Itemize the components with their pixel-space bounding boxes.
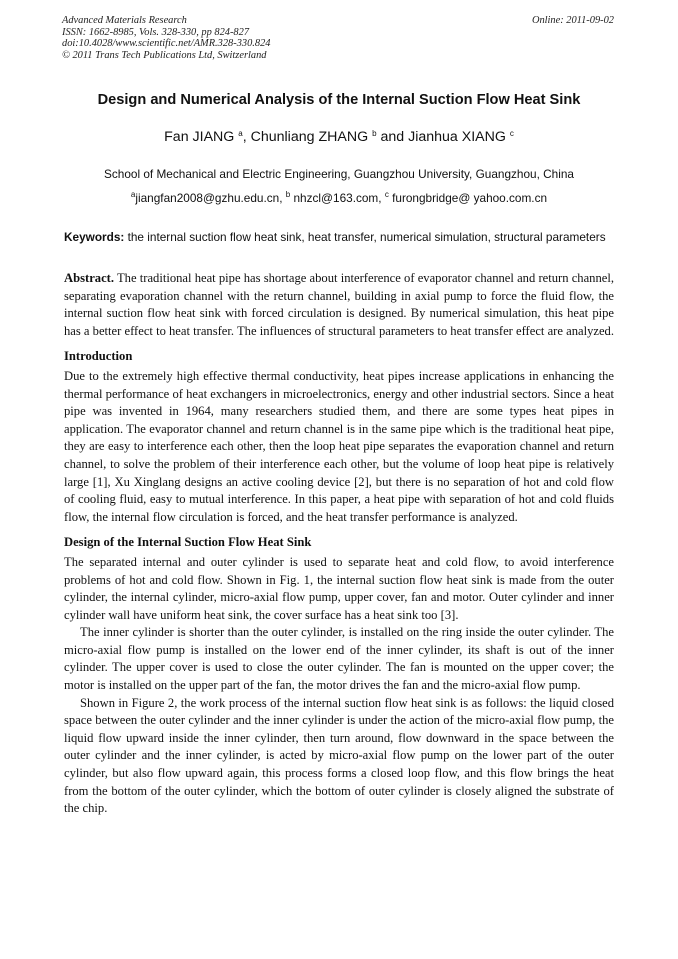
email-list <box>40 190 638 206</box>
abstract <box>64 270 614 340</box>
introduction-paragraph: Due to the extremely high effective thermal conductivity, heat pipes increase applications in enhancing the thermal performance of heat exchangers in microelectronics, energy and other industrial sectors. Since a heat pipe was invented in 1964, many researchers studied them, and there are some types heat pipes in application. The evaporator channel and return channel is in the same pipe which is the traditional heat pipe, they are easy to interference each other, then the loop heat pipe separates the evaporation channel and return channel, to solve the problem of their interference each other, but the volume of loop heat pipe is relatively large [1], Xu Xinglang designs an active cooling device [2], but there is no separation of hot and cold flow of cooling fluid, easy to mutual interference. In this paper, a heat pipe with separation of hot and cold fluids flow, the internal flow circulation is forced, and the heat transfer performance is analyzed. <box>64 368 614 524</box>
author-conjunction: and <box>380 129 405 145</box>
author-name: Fan JIANG <box>164 129 235 145</box>
keywords-text: the internal suction flow heat sink, heat transfer, numerical simulation, structural parameters <box>127 230 606 244</box>
email-address: jiangfan2008@gzhu.edu.cn, <box>135 191 283 205</box>
copyright-line: © 2011 Trans Tech Publications Ltd, Switzerland <box>62 49 267 61</box>
author-list: Fan JIANG $^a$, Chunliang ZHANG $^b$ and Jianhua XIANG $^c$ <box>164 129 514 145</box>
design-paragraph-1: The separated internal and outer cylinder is used to separate heat and cold flow, to avoid interference problems of hot and cold flow. Shown in Fig. 1, the internal suction flow heat sink is made from the outer cylinder, the internal cylinder, micro-axial flow pump, upper cover, fan and motor. Outer cylinder and inner cylinder wall have uniform heat sink, the cover surface has a heat sink too [3]. <box>64 554 614 622</box>
abstract-label: Abstract. <box>64 271 115 285</box>
author-superscript: a <box>238 129 243 138</box>
affiliation: School of Mechanical and Electric Engineering, Guangzhou University, Guangzhou, China <box>104 167 574 181</box>
keywords <box>64 228 614 246</box>
author-name: Chunliang ZHANG <box>250 129 369 145</box>
doi-line: doi:10.4028/www.scientific.net/AMR.328-330.824 <box>62 38 271 50</box>
author-superscript: c <box>509 129 514 138</box>
journal-name: Advanced Materials Research <box>62 15 187 26</box>
design-paragraph-3: Shown in Figure 2, the work process of the internal suction flow heat sink is as follows: the liquid closed space between the outer cylinder and the inner cylinder is under the action of the micro-axial flow pump, the liquid flow upward inside the inner cylinder, then turn around, flow downward in the space between the outer cylinder and the inner cylinder, is acted by micro-axial flow pump on the lower part of the outer cylinder, but also flow upward again, this process forms a closed loop flow, and this flow brings the heat from the bottom of the outer cylinder, which the bottom of outer cylinder is closely aligned the substrate of the chip. <box>64 695 614 816</box>
email-superscript: a <box>130 190 136 199</box>
author-name: Jianhua XIANG <box>408 129 506 145</box>
abstract-text: The traditional heat pipe has shortage about interference of evaporator channel and return channel, separating evaporation channel with the return channel, building in axial pump to force the fluid flow, the internal suction flow heat sink with forced circulation is designed. By numerical simulation, this heat pipe has a better effect to heat transfer. The influences of structural parameters to heat transfer effect are analyzed. <box>64 271 615 338</box>
email-address: nhzcl@163.com, <box>293 191 382 205</box>
keywords-label: Keywords: <box>64 230 125 244</box>
author-superscript: b <box>372 129 377 138</box>
section-heading-introduction: Introduction <box>64 349 133 364</box>
email-address: furongbridge@ yahoo.com.cn <box>392 191 548 205</box>
online-date: Online: 2011-09-02 <box>531 15 614 26</box>
paper-title: Design and Numerical Analysis of the Internal Suction Flow Heat Sink <box>97 92 581 108</box>
paper-body <box>64 270 614 818</box>
issn-line: ISSN: 1662-8985, Vols. 328-330, pp 824-827 <box>62 26 250 38</box>
email-superscript: b <box>285 190 291 199</box>
journal-header <box>62 15 270 61</box>
design-paragraph-2: The inner cylinder is shorter than the outer cylinder, is installed on the ring inside the outer cylinder. The micro-axial flow pump is installed on the lower end of the inner cylinder, its shaft is out of the inner cylinder. The upper cover is used to close the outer cylinder. The fan is mounted on the upper cover; the motor is installed on the upper part of the fan, the motor drives the fan and the micro-axial flow pump. <box>64 625 614 693</box>
section-heading-design: Design of the Internal Suction Flow Heat Sink <box>64 535 312 550</box>
email-superscript: c <box>384 190 389 199</box>
